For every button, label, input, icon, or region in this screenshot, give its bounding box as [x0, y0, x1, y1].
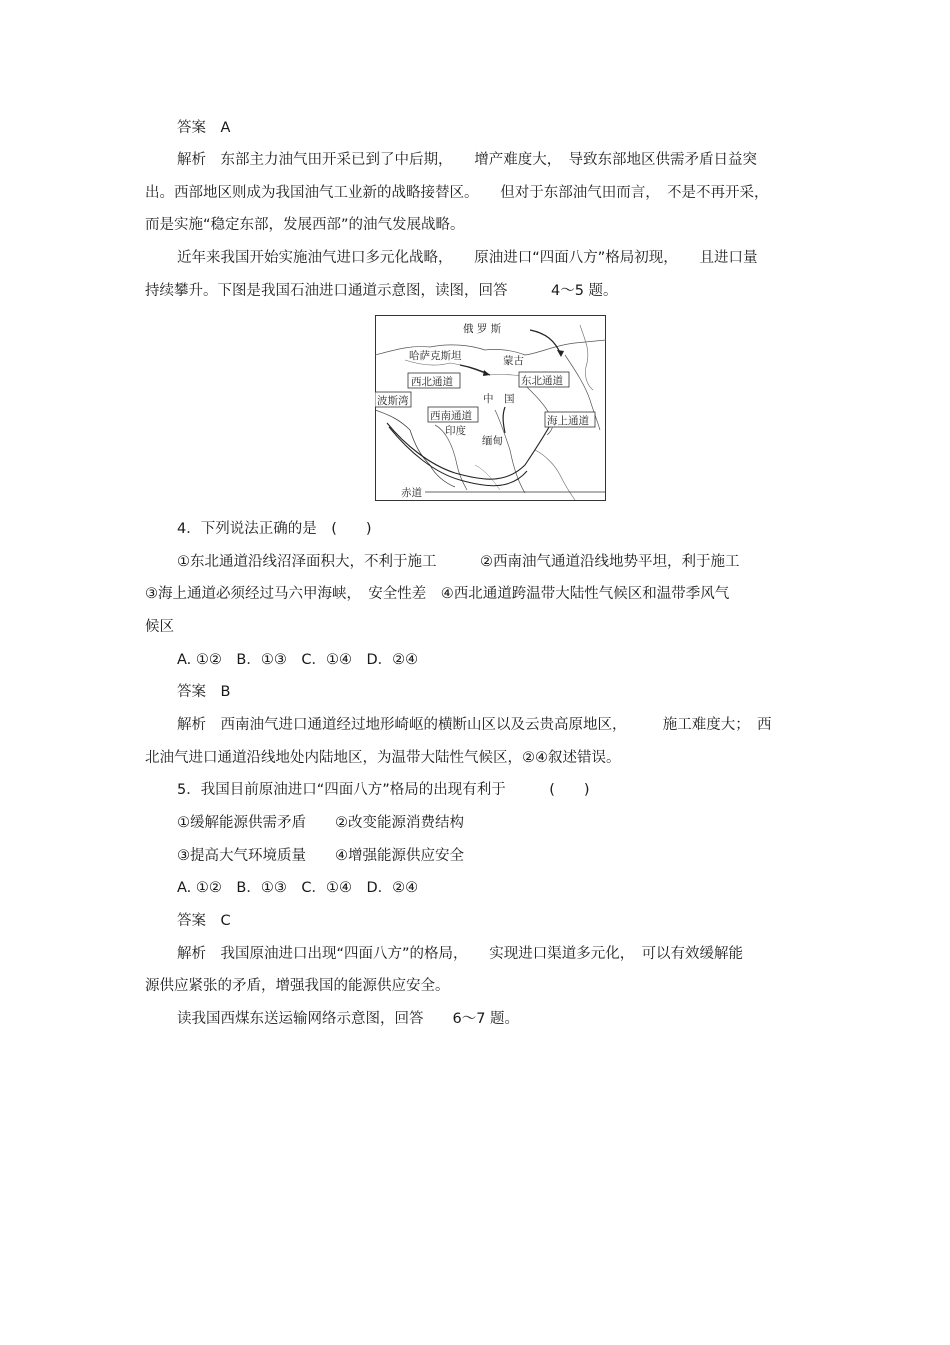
map-label-mongolia: 蒙古: [503, 355, 524, 367]
map-figure: [375, 315, 606, 501]
map-label-china: 中 国: [483, 393, 515, 405]
intro-q6-7: 读我国西煤东送运输网络示意图，回答 6～7 题。: [177, 1011, 520, 1027]
map-label-northwest: 西北通道: [411, 376, 453, 388]
q5-options: A. ①② B．①③ C．①④ D．②④: [177, 880, 419, 896]
q4-answer: 答案 B: [177, 684, 231, 700]
q5-analysis-a: 解析 我国原油进口出现“四面八方”的格局， 实现进口渠道多元化， 可以有效缓解能: [177, 946, 744, 962]
q4-options: A. ①② B．①③ C．①④ D．②④: [177, 652, 419, 668]
map-label-persian-gulf: 波斯湾: [377, 395, 409, 407]
q5-analysis-b: 源供应紧张的矛盾，增强我国的能源供应安全。: [145, 978, 450, 994]
analysis-line-3a: 解析 东部主力油气田开采已到了中后期， 增产难度大， 导致东部地区供需矛盾日益突: [177, 152, 757, 168]
map-label-kazakhstan: 哈萨克斯坦: [409, 350, 462, 362]
q4-statement-c: 候区: [145, 619, 174, 635]
analysis-line-3c: 而是实施“稳定东部，发展西部”的油气发展战略。: [145, 217, 465, 233]
intro-line-a: 近年来我国开始实施油气进口多元化战略， 原油进口“四面八方”格局初现， 且进口量: [177, 250, 758, 266]
answer-line-3: 答案 A: [177, 120, 231, 136]
intro-line-b: 持续攀升。下图是我国石油进口通道示意图，读图，回答 4～5 题。: [145, 283, 618, 299]
analysis-line-3b: 出。西部地区则成为我国油气工业新的战略接替区。 但对于东部油气田而言， 不是不再开采，: [145, 185, 769, 201]
map-label-equator: 赤道: [401, 487, 422, 499]
q4-statement-a: ①东北通道沿线沼泽面积大，不利于施工 ②西南油气通道沿线地势平坦，利于施工: [177, 554, 740, 570]
question-4: 4．下列说法正确的是 ( ): [177, 521, 372, 537]
map-label-northeast: 东北通道: [521, 375, 563, 387]
map-label-sea: 海上通道: [547, 415, 589, 427]
q5-statement-a: ①缓解能源供需矛盾 ②改变能源消费结构: [177, 815, 464, 831]
map-label-russia: 俄 罗 斯: [463, 323, 502, 335]
oil-import-map: [375, 315, 606, 501]
q5-answer: 答案 C: [177, 913, 231, 929]
map-label-india: 印度: [445, 425, 466, 437]
map-label-myanmar: 缅甸: [482, 435, 503, 447]
q4-analysis-a: 解析 西南油气进口通道经过地形崎岖的横断山区以及云贵高原地区， 施工难度大； 西: [177, 717, 772, 733]
q4-statement-b: ③海上通道必须经过马六甲海峡， 安全性差 ④西北通道跨温带大陆性气候区和温带季风气: [145, 586, 730, 602]
map-label-southwest: 西南通道: [430, 410, 472, 422]
q5-statement-b: ③提高大气环境质量 ④增强能源供应安全: [177, 848, 464, 864]
q4-analysis-b: 北油气进口通道沿线地处内陆地区，为温带大陆性气候区，②④叙述错误。: [145, 750, 621, 766]
question-5: 5．我国目前原油进口“四面八方”格局的出现有利于 ( ): [177, 782, 590, 798]
